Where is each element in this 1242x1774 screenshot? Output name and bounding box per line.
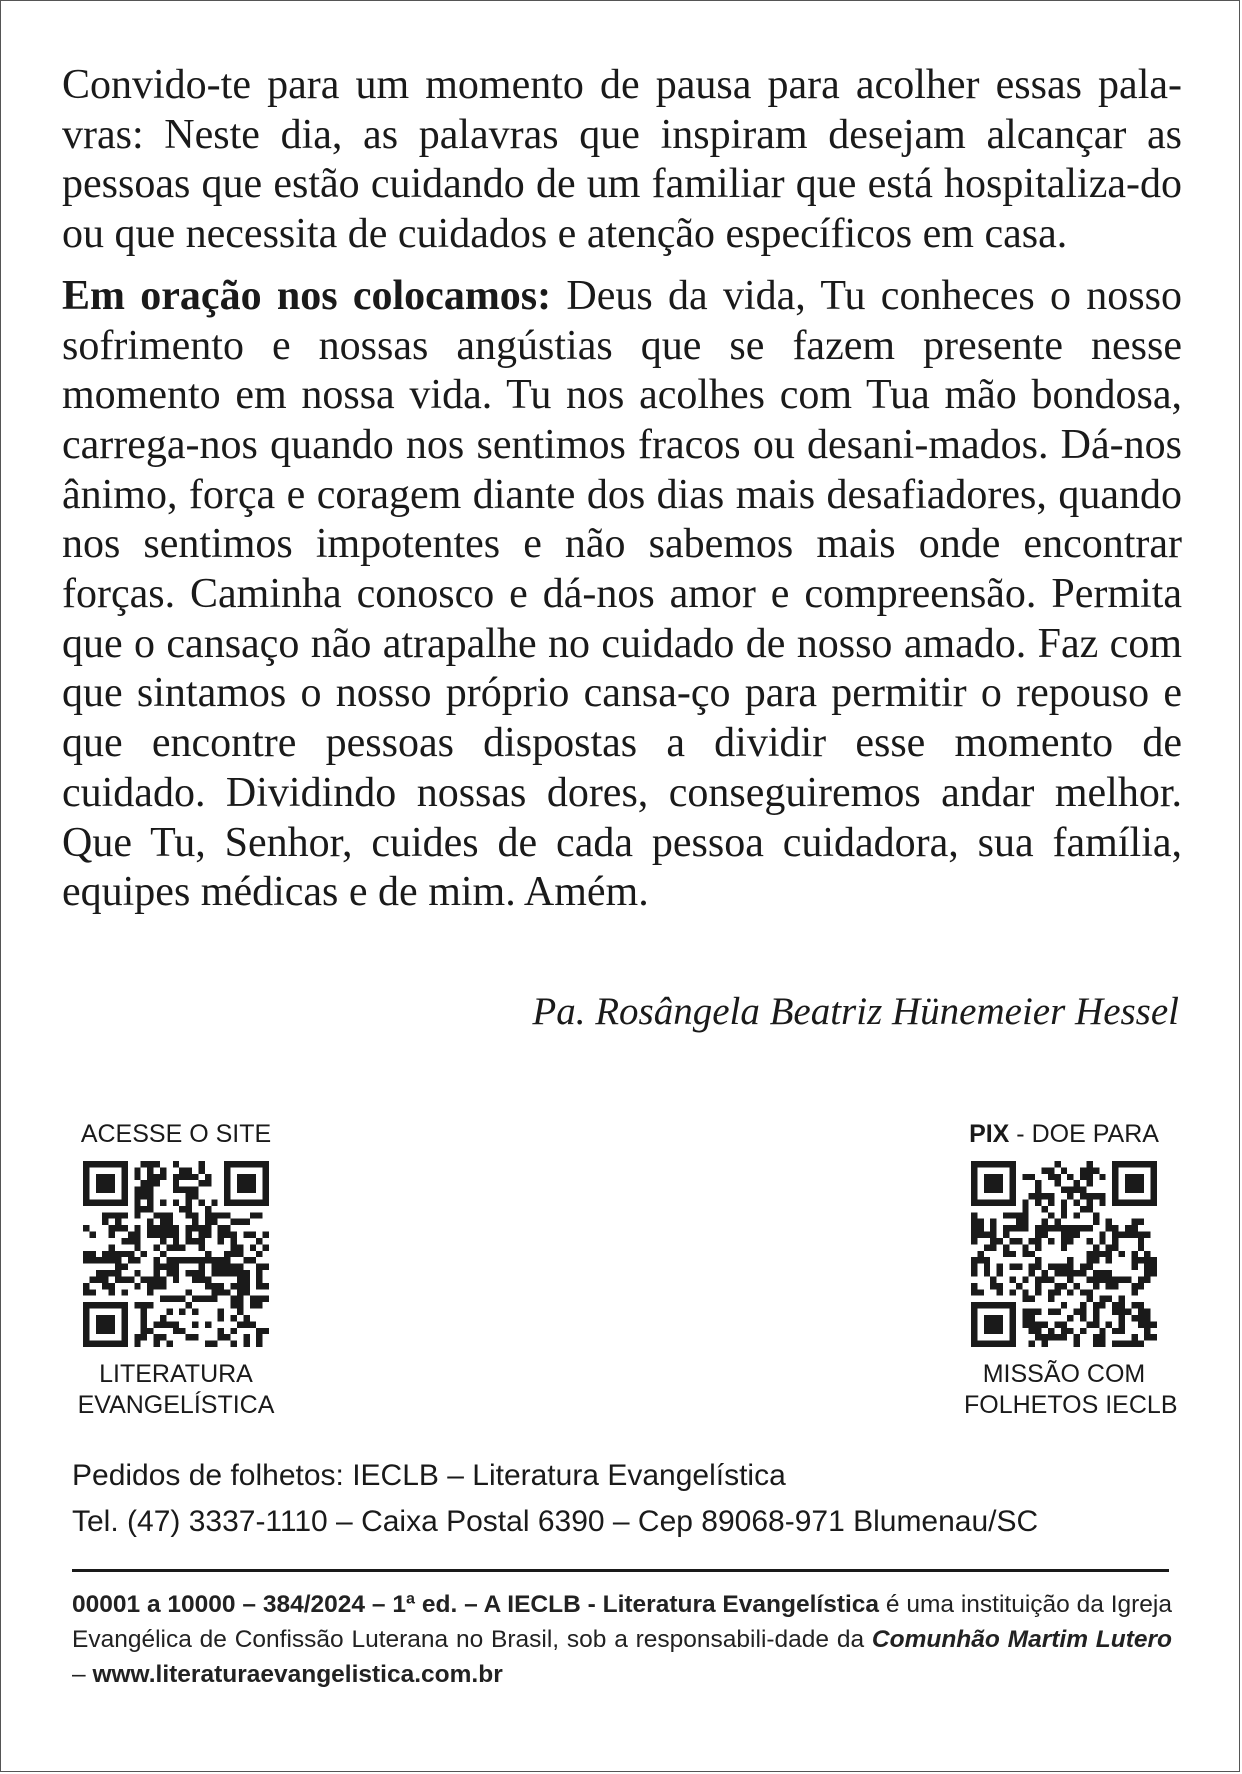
- prayer-text: [62, 61, 1182, 918]
- institution-text: é uma instituição da Igreja Evangélica de Confissão Luterana no Brasil, sob a responsabili-dade da: [72, 1591, 1172, 1653]
- qr-code-site-icon[interactable]: [83, 1161, 269, 1347]
- qr-site-title: ACESSE O SITE: [80, 1120, 272, 1148]
- footer-dash: –: [72, 1661, 93, 1688]
- qr-site-caption-line1: LITERATURA: [99, 1360, 253, 1388]
- qr-pix-title-rest: - DOE PARA: [1009, 1120, 1159, 1148]
- publisher-footer: [72, 1587, 1172, 1692]
- prayer-lead: Em oração nos colocamos:: [62, 272, 552, 319]
- order-contact: [72, 1453, 1182, 1545]
- qr-site-block: [76, 1119, 276, 1421]
- qr-pix-title-bold: PIX: [969, 1120, 1010, 1148]
- qr-pix-title: [964, 1119, 1164, 1149]
- qr-pix-caption-line1: MISSÃO COM: [982, 1360, 1146, 1388]
- edition-info: 00001 a 10000 – 384/2024 – 1ª ed. – A IECLB - Literatura Evangelística: [72, 1591, 880, 1618]
- qr-code-pix-icon[interactable]: [971, 1161, 1157, 1347]
- organization-name: Comunhão Martim Lutero: [871, 1626, 1172, 1653]
- website-link[interactable]: www.literaturaevangelistica.com.br: [92, 1661, 503, 1688]
- author-signature: Pa. Rosângela Beatriz Hünemeier Hessel: [532, 990, 1179, 1033]
- qr-pix-block: [964, 1119, 1178, 1421]
- qr-pix-caption: [964, 1359, 1178, 1421]
- intro-paragraph: Convido-te para um momento de pausa para acolher essas pala-vras: Neste dia, as palavras que inspiram desejam alcançar as pessoas que estão cuidando de um familiar que está hospitaliza-do ou que necessita de cuidados e atenção específicos em casa.: [62, 62, 1182, 258]
- qr-site-caption-line2: EVANGELÍSTICA: [77, 1391, 275, 1419]
- footer-divider: [72, 1569, 1169, 1572]
- prayer-body: Deus da vida, Tu conheces o nosso sofrimento e nossas angústias que se fazem presente nesse momento em nossa vida. Tu nos acolhes com Tua mão bondosa, carrega-nos quando nos sentimos fracos ou desani-mados. Dá-nos ânimo, força e coragem diante dos dias mais desafiadores, quando nos sentimos impotentes e não sabemos mais onde encontrar forças. Caminha conosco e dá-nos amor e compreensão. Permita que o cansaço não atrapalhe no cuidado de nosso amado. Faz com que sintamos o nosso próprio cansa-ço para permitir o repouso e que encontre pessoas dispostas a dividir esse momento de cuidado. Dividindo nossas dores, conseguiremos andar melhor. Que Tu, Senhor, cuides de cada pessoa cuidadora, sua família, equipes médicas e de mim. Amém.: [62, 272, 1182, 916]
- qr-site-caption: [76, 1359, 276, 1421]
- qr-pix-caption-line2: FOLHETOS IECLB: [964, 1391, 1178, 1419]
- prayer-paragraph: [62, 272, 1182, 918]
- contact-line-orders: Pedidos de folhetos: IECLB – Literatura Evangelística: [72, 1459, 786, 1492]
- contact-line-address: Tel. (47) 3337-1110 – Caixa Postal 6390 – Cep 89068-971 Blumenau/SC: [72, 1505, 1039, 1538]
